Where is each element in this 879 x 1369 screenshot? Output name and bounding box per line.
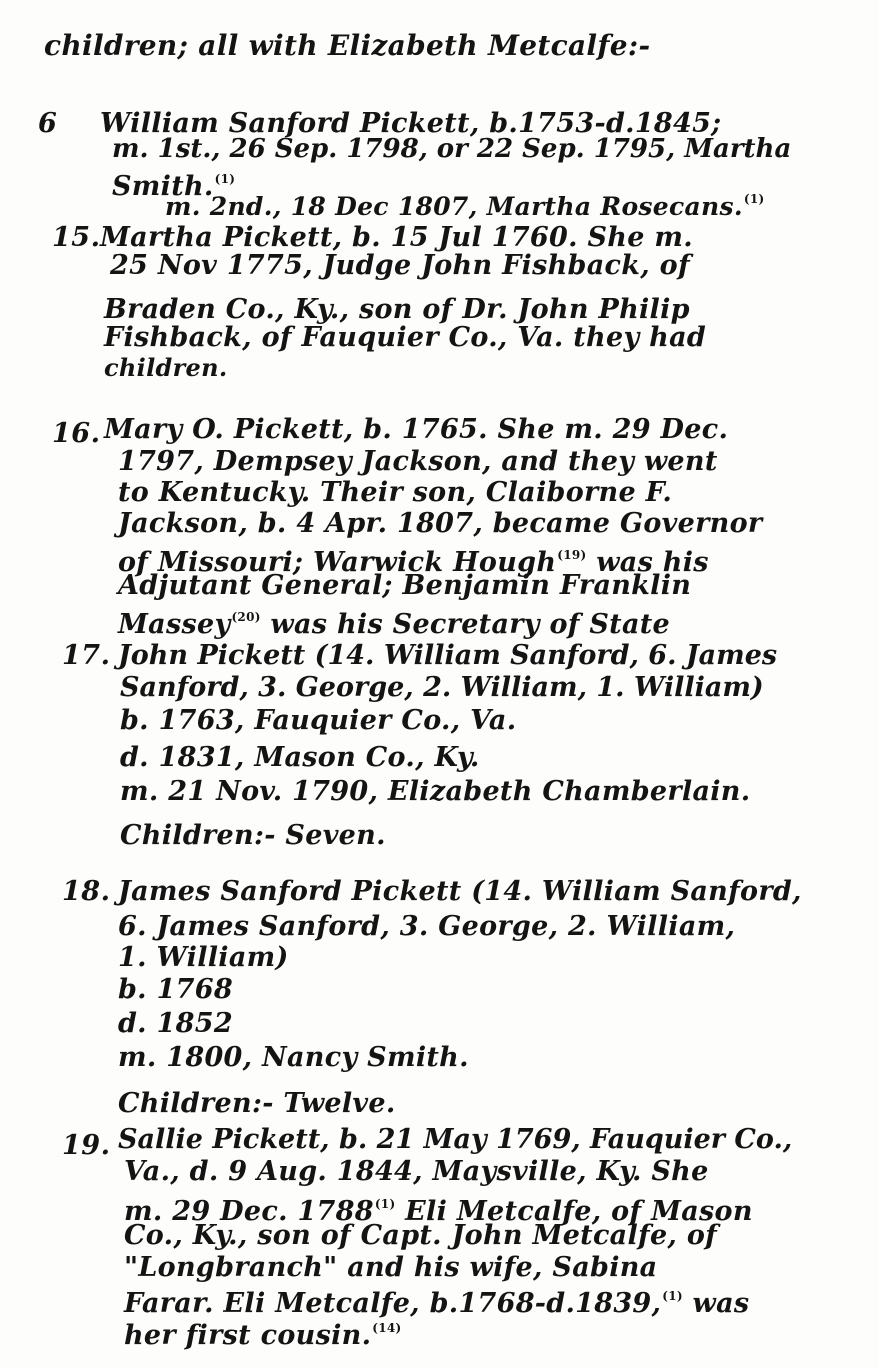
entry-line: 1. William) [118, 942, 289, 973]
entry-line: m. 1800, Nancy Smith. [118, 1042, 469, 1073]
entry-line: 6. James Sanford, 3. George, 2. William, [118, 911, 736, 942]
entry-line: James Sanford Pickett (14. William Sanford, [118, 876, 802, 907]
entry-number: 17. [62, 640, 111, 671]
entry-line: Children:- Seven. [120, 820, 386, 851]
entry-line: Martha Pickett, b. 15 Jul 1760. She m. [100, 222, 693, 253]
entry-line: m. 1st., 26 Sep. 1798, or 22 Sep. 1795, Martha [112, 134, 792, 164]
entry-line: Farar. Eli Metcalfe, b.1768-d.1839,$^{(1)}$ was [124, 1288, 750, 1319]
footnote-ref: (14) [372, 1321, 402, 1335]
entry-line: b. 1768 [118, 974, 233, 1005]
page-header: children; all with Elizabeth Metcalfe:- [44, 29, 651, 62]
footnote-ref: (1) [743, 192, 765, 206]
entry-number: 6 [38, 108, 58, 139]
entry-line: Mary O. Pickett, b. 1765. She m. 29 Dec. [104, 414, 729, 445]
entry-line: "Longbranch" and his wife, Sabina [124, 1252, 658, 1283]
entry-line: John Pickett (14. William Sanford, 6. James [118, 640, 778, 671]
footnote-ref: (1) [214, 172, 236, 186]
entry-line: Sallie Pickett, b. 21 May 1769, Fauquier Co., [118, 1124, 793, 1155]
entry-line: m. 29 Dec. 1788$^{(1)}$ Eli Metcalfe, of Mason [124, 1196, 753, 1227]
entry-line: Smith.$^{(1)}$ [112, 171, 236, 202]
entry-line: d. 1852 [118, 1008, 233, 1039]
entry-line: Va., d. 9 Aug. 1844, Maysville, Ky. She [124, 1156, 709, 1187]
entry-line: Adjutant General; Benjamin Franklin [118, 570, 692, 601]
entry-line: Fishback, of Fauquier Co., Va. they had [104, 322, 707, 353]
footnote-ref: (20) [231, 610, 261, 624]
entry-line: m. 21 Nov. 1790, Elizabeth Chamberlain. [120, 776, 751, 807]
entry-line: 1797, Dempsey Jackson, and they went [118, 446, 718, 477]
footnote-ref: (1) [662, 1289, 683, 1303]
entry-line: d. 1831, Mason Co., Ky. [120, 742, 480, 773]
entry-line: Braden Co., Ky., son of Dr. John Philip [104, 294, 690, 325]
entry-number: 16. [52, 418, 101, 449]
entry-number: 19. [62, 1130, 111, 1161]
entry-line: Massey$^{(20)}$ was his Secretary of State [118, 609, 670, 640]
entry-line: her first cousin.$^{(14)}$ [124, 1320, 402, 1351]
entry-line: Children:- Twelve. [118, 1088, 396, 1119]
entry-line: to Kentucky. Their son, Claiborne F. [118, 477, 673, 508]
entry-line: Co., Ky., son of Capt. John Metcalfe, of [124, 1220, 718, 1251]
entry-line: Sanford, 3. George, 2. William, 1. William) [120, 672, 764, 703]
entry-number: 15. [52, 222, 101, 253]
entry-line: children. [104, 353, 228, 382]
entry-line: William Sanford Pickett, b.1753-d.1845; [100, 108, 722, 139]
entry-line: Jackson, b. 4 Apr. 1807, became Governor [118, 508, 763, 539]
entry-line: of Missouri; Warwick Hough$^{(19)}$ was his [118, 547, 709, 578]
entry-line: m. 2nd., 18 Dec 1807, Martha Rosecans.$^{(1)}$ [165, 192, 765, 221]
footnote-ref: (1) [374, 1197, 396, 1211]
entry-line: b. 1763, Fauquier Co., Va. [120, 705, 517, 736]
entry-line: 25 Nov 1775, Judge John Fishback, of [110, 250, 690, 281]
footnote-ref: (19) [557, 548, 587, 562]
entry-number: 18. [62, 876, 111, 907]
